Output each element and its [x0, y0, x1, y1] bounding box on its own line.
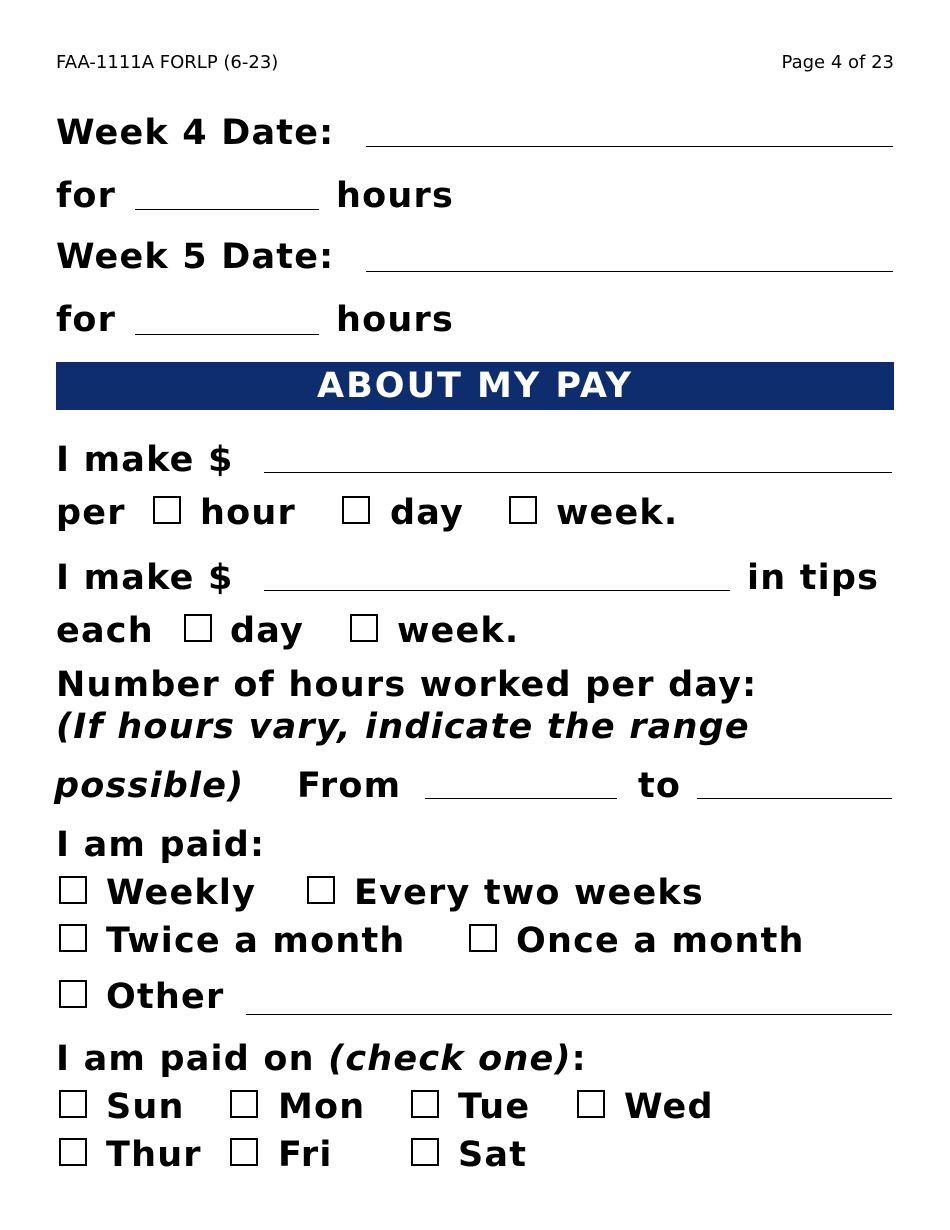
week5-date-field[interactable] — [366, 271, 893, 272]
week4-hours-field[interactable] — [135, 209, 319, 210]
wed-label: Wed — [624, 1087, 714, 1127]
per-label: per — [56, 493, 126, 533]
week4-date-field[interactable] — [366, 146, 893, 147]
weekly-label: Weekly — [106, 873, 257, 913]
form-id: FAA-1111A FORLP (6-23) — [56, 52, 279, 73]
sun-checkbox[interactable] — [59, 1090, 87, 1118]
weekly-checkbox[interactable] — [59, 876, 87, 904]
once-a-month-checkbox[interactable] — [469, 924, 497, 952]
sun-label: Sun — [106, 1087, 185, 1127]
paid-on-label — [56, 1039, 587, 1079]
week5-for-label: for — [56, 300, 117, 340]
every-two-weeks-label: Every two weeks — [354, 873, 704, 913]
sat-label: Sat — [458, 1135, 528, 1175]
tips-amount-field[interactable] — [264, 590, 730, 591]
once-a-month-label: Once a month — [516, 921, 805, 961]
week4-hours-label: hours — [336, 176, 454, 216]
page-number: Page 4 of 23 — [781, 52, 894, 73]
other-checkbox[interactable] — [59, 980, 87, 1008]
from-label: From — [297, 766, 402, 806]
per-day-label: day — [390, 493, 465, 533]
mon-checkbox[interactable] — [230, 1090, 258, 1118]
tips-week-label: week. — [397, 611, 520, 651]
thur-label: Thur — [106, 1135, 202, 1175]
every-two-weeks-checkbox[interactable] — [307, 876, 335, 904]
hours-vary-note: (If hours vary, indicate the range — [56, 707, 750, 747]
fri-label: Fri — [278, 1135, 333, 1175]
paid-frequency-label: I am paid: — [56, 825, 266, 865]
tips-week-checkbox[interactable] — [350, 614, 378, 642]
to-label: to — [638, 766, 682, 806]
sat-checkbox[interactable] — [411, 1138, 439, 1166]
hours-to-field[interactable] — [697, 798, 892, 799]
other-label: Other — [106, 977, 225, 1017]
thur-checkbox[interactable] — [59, 1138, 87, 1166]
week5-date-label: Week 5 Date: — [56, 237, 335, 277]
tips-label: I make $ — [56, 558, 234, 598]
twice-a-month-label: Twice a month — [106, 921, 406, 961]
wage-amount-field[interactable] — [264, 472, 892, 473]
hours-from-field[interactable] — [425, 798, 617, 799]
week4-date-label: Week 4 Date: — [56, 113, 335, 153]
per-day-checkbox[interactable] — [342, 496, 370, 524]
hours-question: Number of hours worked per day: — [56, 665, 758, 705]
per-hour-label: hour — [200, 493, 296, 533]
twice-a-month-checkbox[interactable] — [59, 924, 87, 952]
tips-day-label: day — [230, 611, 305, 651]
wed-checkbox[interactable] — [577, 1090, 605, 1118]
week5-hours-field[interactable] — [135, 334, 319, 335]
each-label: each — [56, 611, 154, 651]
possible-note: possible) — [54, 766, 245, 806]
tue-label: Tue — [458, 1087, 531, 1127]
section-banner-about-my-pay: ABOUT MY PAY — [56, 362, 894, 410]
check-one-note: (check one) — [328, 1039, 572, 1079]
week4-for-label: for — [56, 176, 117, 216]
fri-checkbox[interactable] — [230, 1138, 258, 1166]
paid-on-colon: : — [571, 1039, 587, 1079]
per-week-label: week. — [556, 493, 679, 533]
wage-label: I make $ — [56, 440, 234, 480]
tips-day-checkbox[interactable] — [184, 614, 212, 642]
tue-checkbox[interactable] — [411, 1090, 439, 1118]
mon-label: Mon — [278, 1087, 366, 1127]
other-frequency-field[interactable] — [246, 1014, 892, 1015]
per-week-checkbox[interactable] — [509, 496, 537, 524]
per-hour-checkbox[interactable] — [153, 496, 181, 524]
paid-on-prefix: I am paid on — [56, 1039, 329, 1079]
week5-hours-label: hours — [336, 300, 454, 340]
in-tips-label: in tips — [747, 558, 880, 598]
